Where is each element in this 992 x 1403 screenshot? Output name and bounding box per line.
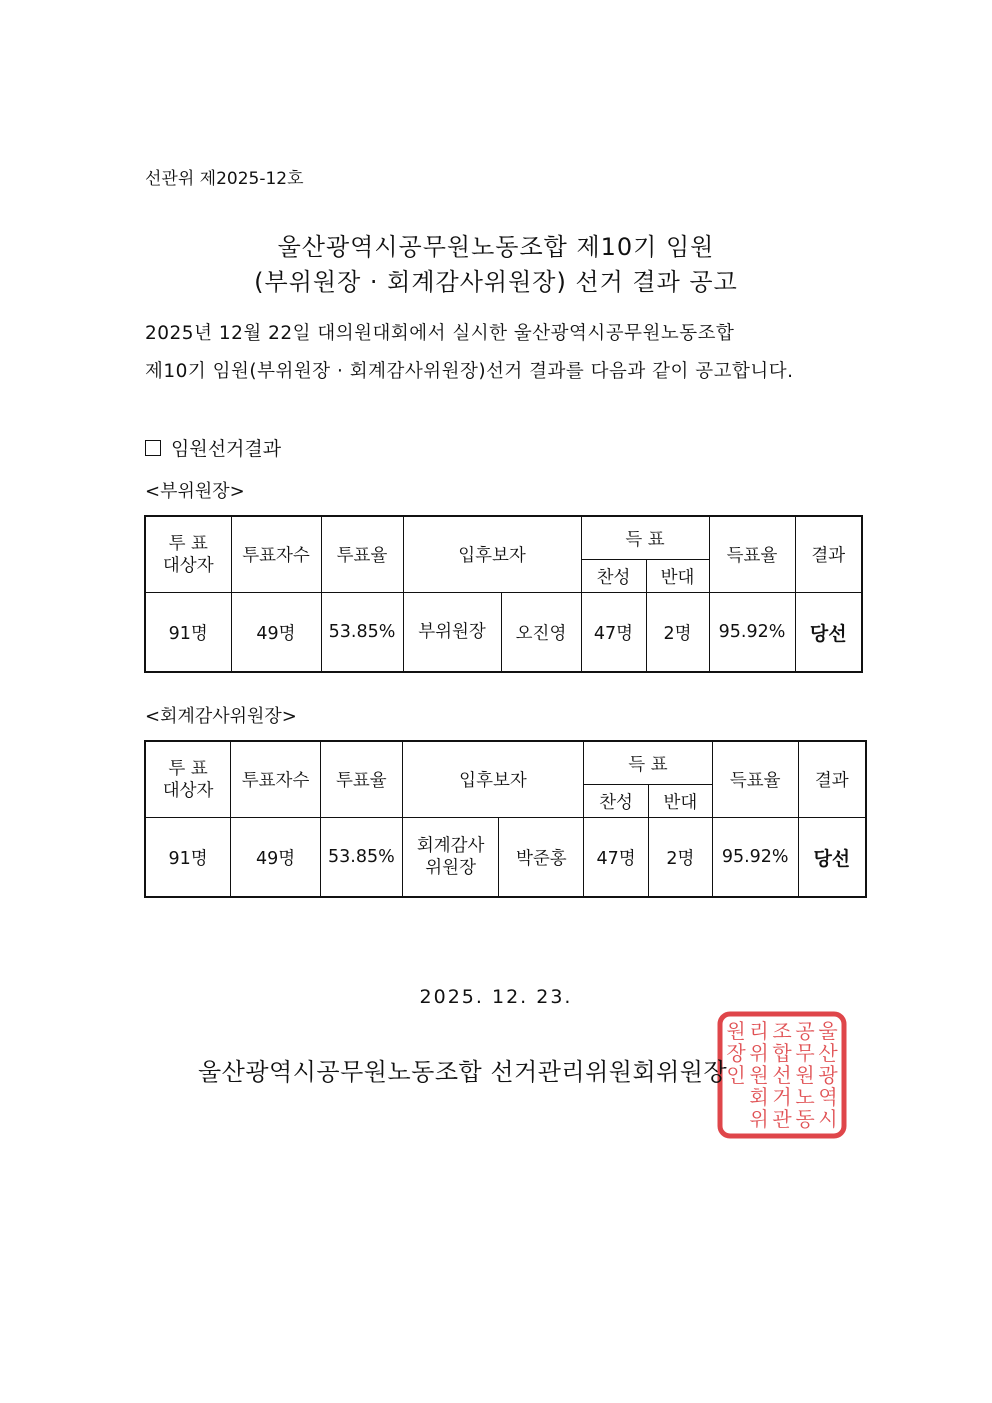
svg-text:장: 장 (726, 1041, 746, 1065)
cell-voters: 91명 (145, 818, 231, 898)
header-voters: 투 표 대상자 (145, 741, 231, 818)
cell-vote-rate: 95.92% (709, 593, 795, 673)
title-line-2: (부위원장 · 회계감사위원장) 선거 결과 공고 (254, 268, 738, 296)
official-seal-icon (716, 1010, 848, 1140)
section-title: 임원선거결과 (171, 438, 282, 460)
cell-turnout: 49명 (231, 593, 321, 673)
cell-against: 2명 (646, 593, 709, 673)
svg-text:합: 합 (772, 1041, 792, 1065)
cell-position: 부위원장 (403, 593, 501, 673)
svg-text:리: 리 (749, 1019, 769, 1043)
svg-text:역: 역 (818, 1085, 838, 1109)
svg-text:관: 관 (772, 1107, 792, 1131)
title-line-1: 울산광역시공무원노동조합 제10기 임원 (277, 233, 715, 261)
header-for: 찬성 (584, 785, 649, 818)
svg-text:동: 동 (795, 1107, 815, 1131)
header-votes: 득 표 (584, 741, 713, 785)
table-row (145, 593, 862, 673)
svg-text:광: 광 (818, 1063, 838, 1087)
header-turnout: 투표자수 (231, 741, 321, 818)
header-turnout-rate: 투표율 (320, 741, 402, 818)
cell-vote-rate: 95.92% (712, 818, 798, 898)
body-line-1: 2025년 12월 22일 대의원대회에서 실시한 울산광역시공무원노동조합 (145, 323, 735, 344)
cell-turnout-rate: 53.85% (321, 593, 403, 673)
table-subtitle-vice-chair: <부위원장> (145, 481, 245, 502)
header-candidate: 입후보자 (402, 741, 583, 818)
header-result: 결과 (795, 516, 862, 593)
result-table-vice-chair (144, 515, 863, 673)
svg-text:인: 인 (726, 1063, 746, 1087)
cell-turnout: 49명 (231, 818, 321, 898)
svg-text:울: 울 (818, 1019, 838, 1043)
section-heading (145, 434, 281, 461)
svg-text:무: 무 (795, 1041, 815, 1065)
cell-candidate-name: 박준홍 (499, 818, 584, 898)
checkbox-icon (145, 440, 161, 456)
table-subtitle-audit-chair: <회계감사위원장> (145, 706, 297, 727)
header-votes: 득 표 (581, 516, 709, 560)
svg-text:원: 원 (726, 1019, 746, 1043)
cell-against: 2명 (648, 818, 712, 898)
header-vote-rate: 득표율 (709, 516, 795, 593)
cell-result: 당선 (798, 818, 866, 898)
header-result: 결과 (798, 741, 866, 818)
svg-text:원: 원 (795, 1063, 815, 1087)
svg-text:회: 회 (749, 1085, 769, 1109)
cell-candidate-name: 오진영 (501, 593, 581, 673)
cell-for: 47명 (581, 593, 646, 673)
svg-text:원: 원 (749, 1063, 769, 1087)
svg-text:거: 거 (772, 1085, 792, 1109)
header-voters: 투 표 대상자 (145, 516, 231, 593)
svg-text:공: 공 (795, 1019, 815, 1043)
svg-text:조: 조 (772, 1019, 792, 1043)
cell-position: 회계감사 위원장 (402, 818, 499, 898)
cell-result: 당선 (795, 593, 862, 673)
header-turnout: 투표자수 (231, 516, 321, 593)
svg-text:노: 노 (795, 1085, 815, 1109)
signer: 울산광역시공무원노동조합 선거관리위원회위원장 (198, 1058, 728, 1086)
body-line-2: 제10기 임원(부위원장 · 회계감사위원장)선거 결과를 다음과 같이 공고합니다. (145, 361, 794, 382)
cell-for: 47명 (584, 818, 649, 898)
svg-text:시: 시 (818, 1107, 838, 1131)
header-against: 반대 (648, 785, 712, 818)
header-for: 찬성 (581, 560, 646, 593)
header-turnout-rate: 투표율 (321, 516, 403, 593)
svg-text:산: 산 (818, 1041, 838, 1065)
cell-turnout-rate: 53.85% (320, 818, 402, 898)
svg-text:선: 선 (772, 1063, 792, 1087)
announcement-date: 2025. 12. 23. (419, 986, 573, 1008)
table-row (145, 818, 866, 898)
cell-voters: 91명 (145, 593, 231, 673)
header-vote-rate: 득표율 (712, 741, 798, 818)
result-table-audit-chair (144, 740, 867, 898)
header-against: 반대 (646, 560, 709, 593)
svg-text:위: 위 (749, 1107, 769, 1131)
header-candidate: 입후보자 (403, 516, 581, 593)
svg-text:위: 위 (749, 1041, 769, 1065)
document-number: 선관위 제2025-12호 (145, 169, 304, 189)
